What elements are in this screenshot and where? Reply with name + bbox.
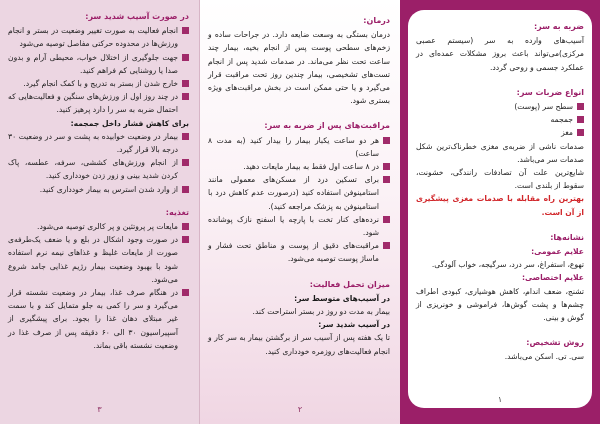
list-item: برای تسکین درد از مسکن‌های معمولی مانند استامینوفن استفاده کنید (درصورت عدم کاهش درد با استامینوفن به پزشک مراجعه کنید).	[208, 173, 390, 213]
page-number: ۳	[97, 405, 102, 414]
square-bullet-icon	[182, 236, 189, 243]
list-item: از انجام ورزش‌های کششی، سرفه، عطسه، پاک کردن شدید بینی و زور زدن خودداری کنید.	[8, 156, 189, 182]
square-bullet-icon	[383, 137, 390, 144]
list-item: جمجمه	[416, 113, 584, 126]
severe-injury-heading: در صورت آسیب شدید سر:	[85, 12, 189, 21]
panel-page-2	[200, 0, 400, 424]
types-heading: انواع ضربات سر:	[516, 87, 584, 97]
square-bullet-icon	[182, 289, 189, 296]
care-heading: مراقبت‌های پس از ضربه به سر:	[264, 121, 390, 131]
list-item: انجام فعالیت به صورت تغییر وضعیت در بستر و انجام ورزش‌ها در محدوده حرکتی مفاصل توصیه می‌شود	[8, 24, 189, 50]
square-bullet-icon	[182, 54, 189, 61]
activity-heading: میزان تحمل فعالیت:	[309, 279, 390, 289]
square-bullet-icon	[577, 129, 584, 136]
moderate-injury-heading: در آسیب‌های متوسط سر:	[294, 293, 390, 303]
pressure-heading: برای کاهش فشار داخل جمجمه:	[70, 118, 189, 128]
square-bullet-icon	[577, 103, 584, 110]
list-item: مراقبت‌های دقیق از پوست و مناطق تحت فشار و ماساژ پوست توصیه می‌شود.	[208, 239, 390, 265]
square-bullet-icon	[182, 80, 189, 87]
types-list	[416, 100, 584, 140]
square-bullet-icon	[182, 223, 189, 230]
specific-signs-text: تشنج، ضعف اندام، کاهش هوشیاری، کبودی اطراف چشم‌ها و پشت گوش‌ها، فراموشی و خونریزی از گوش و بینی.	[416, 286, 584, 323]
square-bullet-icon	[383, 163, 390, 170]
list-item: از وارد شدن استرس به بیمار خودداری کنید.	[8, 183, 189, 196]
square-bullet-icon	[577, 116, 584, 123]
nutrition-list	[8, 220, 189, 352]
list-item: مغز	[416, 126, 584, 139]
list-item: در ۸ ساعت اول فقط به بیمار مایعات دهید.	[208, 160, 390, 173]
pressure-list	[8, 130, 189, 196]
specific-signs-heading: علایم اختصاصی:	[522, 273, 584, 283]
care-list	[208, 134, 390, 266]
square-bullet-icon	[182, 93, 189, 100]
list-item: جهت جلوگیری از اختلال خواب، محیطی آرام و بدون صدا یا روشنایی کم فراهم کنید.	[8, 51, 189, 77]
panel-1-content	[416, 20, 584, 364]
list-item: بیمار در وضعیت خوابیده به پشت و سر در وضعیت ۳۰ درجه بالا قرار گیرد.	[8, 130, 189, 156]
square-bullet-icon	[383, 216, 390, 223]
square-bullet-icon	[182, 186, 189, 193]
treatment-text: درمان بستگی به وسعت ضایعه دارد. در جراحات ساده و زخم‌های سطحی پوست پس از انجام بخیه، بیمار چند ساعت تحت نظر می‌ماند. در صدمات شدید پس از انجام تست‌های تشخیصی، بیمار چندین روز تحت مراقبت قرار می‌گیرد و یا حتی ممکن است در بخش مراقبت‌های ویژه بستری شود.	[208, 30, 390, 106]
list-item: در صورت وجود اشکال در بلع و یا ضعف یک‌طرفه‌ی صورت از مایعات غلیظ و غذاهای نیمه نرم استفاده شود با بهبود وضعیت بیمار رژیم غذایی جامد شروع می‌شود.	[8, 233, 189, 286]
panel-page-3	[0, 0, 200, 424]
panel-2-content	[208, 14, 390, 358]
causes-text: شایع‌ترین علت آن تصادفات رانندگی، خشونت، سقوط از بلندی است.	[416, 168, 584, 191]
panel-page-1	[400, 0, 600, 424]
signs-heading: نشانه‌ها:	[550, 232, 584, 242]
square-bullet-icon	[182, 27, 189, 34]
prevention-note: بهترین راه مقابله با صدمات مغزی پیشگیری از آن است.	[416, 194, 584, 217]
severe-injury-heading: در آسیب شدید سر:	[318, 320, 390, 330]
types-text: صدمات ناشی از ضربه‌ی مغزی خطرناک‌ترین شکل صدمات سر می‌باشد.	[416, 141, 584, 164]
moderate-injury-text: بیمار به مدت دو روز در بستر استراحت کند.	[252, 307, 390, 317]
list-item: مایعات پر پروتئین و پر کالری توصیه می‌شود.	[8, 220, 189, 233]
square-bullet-icon	[182, 133, 189, 140]
square-bullet-icon	[383, 176, 390, 183]
content-card	[408, 10, 592, 408]
head-injury-text: آسیب‌های وارده به سر (سیستم عصبی مرکزی)می‌تواند باعث بروز مشکلات عمده‌ای در عملکرد جسمی و روحی گردد.	[416, 36, 584, 72]
page-number: ۲	[297, 405, 303, 414]
list-item: در چند روز اول از ورزش‌های سنگین و فعالیت‌هایی که احتمال ضربه به سر را دارد پرهیز کنید.	[8, 90, 189, 116]
head-injury-heading: ضربه به سر:	[533, 22, 584, 31]
list-item: نرده‌های کنار تخت با پارچه یا اسفنج نازک پوشانده شود.	[208, 213, 390, 239]
list-item: هر دو ساعت یکبار بیمار را بیدار کنید (به مدت ۸ ساعت)	[208, 134, 390, 160]
severe-injury-text: تا یک هفته پس از آسیب سر از برگشتن بیمار به سر کار و انجام فعالیت‌های روزمره خودداری کنید.	[208, 333, 390, 356]
square-bullet-icon	[383, 242, 390, 249]
severe-injury-list	[8, 24, 189, 116]
general-signs-heading: علایم عمومی:	[531, 247, 584, 257]
diagnosis-heading: روش تشخیص:	[526, 338, 584, 348]
diagnosis-text: سی. تی. اسکن می‌باشد.	[504, 352, 584, 362]
square-bullet-icon	[182, 159, 189, 166]
page-number: ۱	[497, 395, 503, 404]
panel-3-content	[8, 10, 189, 352]
list-item: سطح سر (پوست)	[416, 100, 584, 113]
list-item: خارج شدن از بستر به تدریج و با کمک انجام گیرد.	[8, 77, 189, 90]
list-item: در هنگام صرف غذا، بیمار در وضعیت نشسته قرار می‌گیرد و سر را کمی به جلو متمایل کند و با سمت غیر مبتلای دهان غذا را بجود. برای پیشگیری از آسپیراسیون ۳۰ الی ۶۰ دقیقه پس از صرف غذا در وضعیت نشسته باقی بماند.	[8, 286, 189, 352]
nutrition-heading: تغذیه:	[165, 207, 189, 217]
general-signs-text: تهوع، استفراغ، سر درد، سرگیجه، خواب آلودگی.	[431, 260, 584, 270]
treatment-heading: درمان:	[363, 16, 390, 25]
